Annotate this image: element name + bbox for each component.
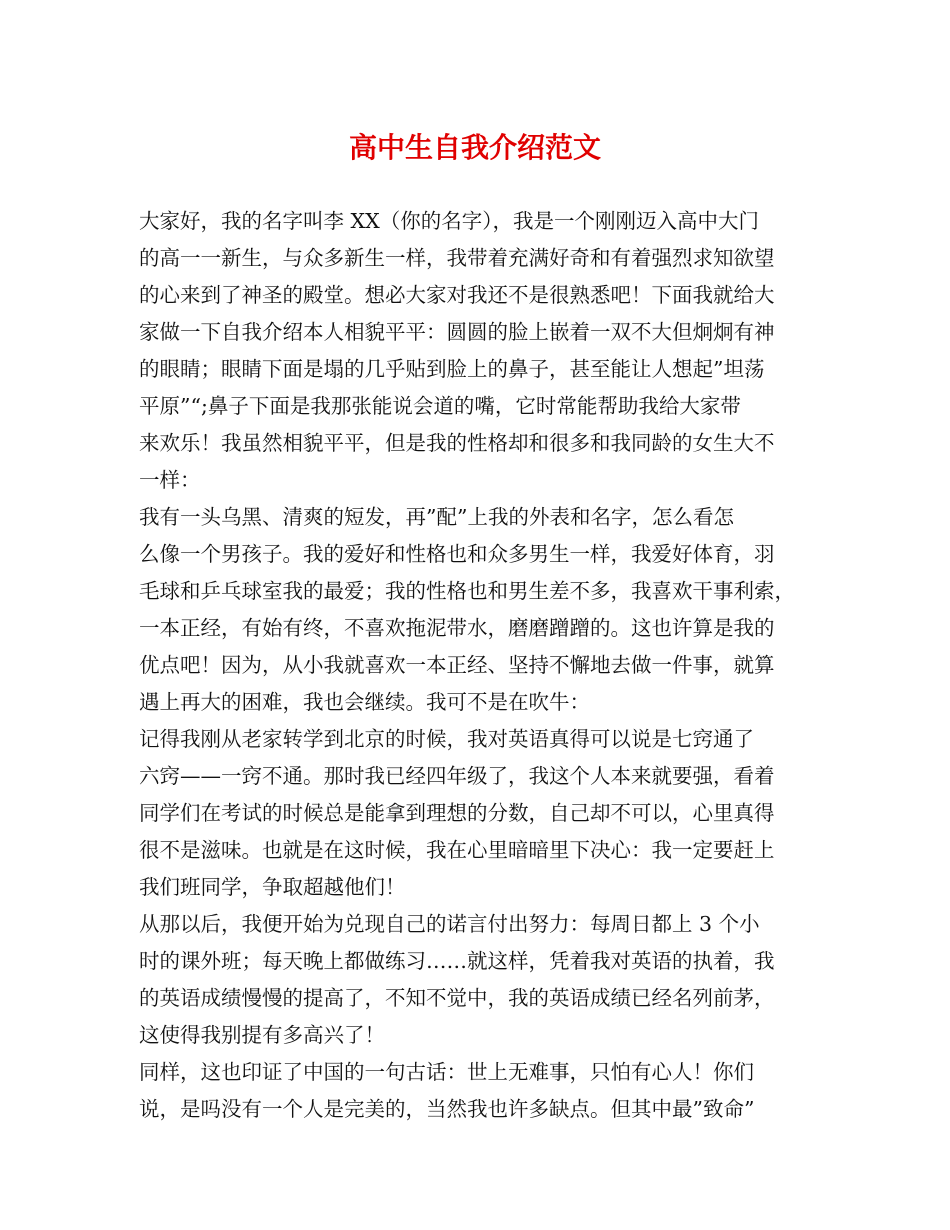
body-line: 遇上再大的困难，我也会继续。我可不是在吹牛：: [139, 690, 590, 714]
body-line: 我们班同学，争取超越他们！: [139, 875, 406, 899]
body-line: 的高一一新生，与众多新生一样，我带着充满好奇和有着强烈求知欲望: [139, 246, 775, 270]
body-line: 来欢乐！我虽然相貌平平，但是我的性格却和很多和我同龄的女生大不: [139, 431, 775, 455]
body-line: 记得我刚从老家转学到北京的时候，我对英语真得可以说是七窍通了: [139, 727, 754, 751]
body-line: 我有一头乌黑、清爽的短发，再”配”上我的外表和名字，怎么看怎: [139, 505, 734, 529]
body-line: 大家好，我的名字叫李 XX（你的名字），我是一个刚刚迈入高中大门: [139, 209, 759, 233]
body-line: 同学们在考试的时候总是能拿到理想的分数，自己却不可以，心里真得: [139, 801, 775, 825]
body-line: 从那以后，我便开始为兑现自己的诺言付出努力：每周日都上 3 个小: [139, 912, 760, 936]
body-line: 优点吧！因为，从小我就喜欢一本正经、坚持不懈地去做一件事，就算: [139, 653, 775, 677]
body-line: 同样，这也印证了中国的一句古话：世上无难事，只怕有心人！你们: [139, 1060, 754, 1084]
body-line: 家做一下自我介绍本人相貌平平：圆圆的脸上嵌着一双不大但炯炯有神: [139, 320, 775, 344]
document-body: [139, 203, 819, 1128]
body-line: 这使得我别提有多高兴了！: [139, 1023, 385, 1047]
body-line: 时的课外班；每天晚上都做练习……就这样，凭着我对英语的执着，我: [139, 949, 775, 973]
body-line: 的眼睛；眼睛下面是塌的几乎贴到脸上的鼻子，甚至能让人想起”坦荡: [139, 357, 765, 381]
body-line: 一本正经，有始有终，不喜欢拖泥带水，磨磨蹭蹭的。这也许算是我的: [139, 616, 775, 640]
body-line: 一样：: [139, 468, 201, 492]
body-line: 么像一个男孩子。我的爱好和性格也和众多男生一样，我爱好体育，羽: [139, 542, 775, 566]
body-line: 平原”“;鼻子下面是我那张能说会道的嘴，它时常能帮助我给大家带: [139, 394, 741, 418]
document-title: 高中生自我介绍范文: [348, 131, 601, 164]
body-line: 毛球和乒乓球室我的最爱；我的性格也和男生差不多，我喜欢干事利索，: [139, 579, 795, 603]
body-line: 说，是吗没有一个人是完美的，当然我也许多缺点。但其中最”致命”: [139, 1097, 755, 1121]
body-line: 六窍——一窍不通。那时我已经四年级了，我这个人本来就要强，看着: [139, 764, 775, 788]
body-line: 的心来到了神圣的殿堂。想必大家对我还不是很熟悉吧！下面我就给大: [139, 283, 775, 307]
body-line: 很不是滋味。也就是在这时候，我在心里暗暗里下决心：我一定要赶上: [139, 838, 775, 862]
body-line: 的英语成绩慢慢的提高了，不知不觉中，我的英语成绩已经名列前茅，: [139, 986, 775, 1010]
